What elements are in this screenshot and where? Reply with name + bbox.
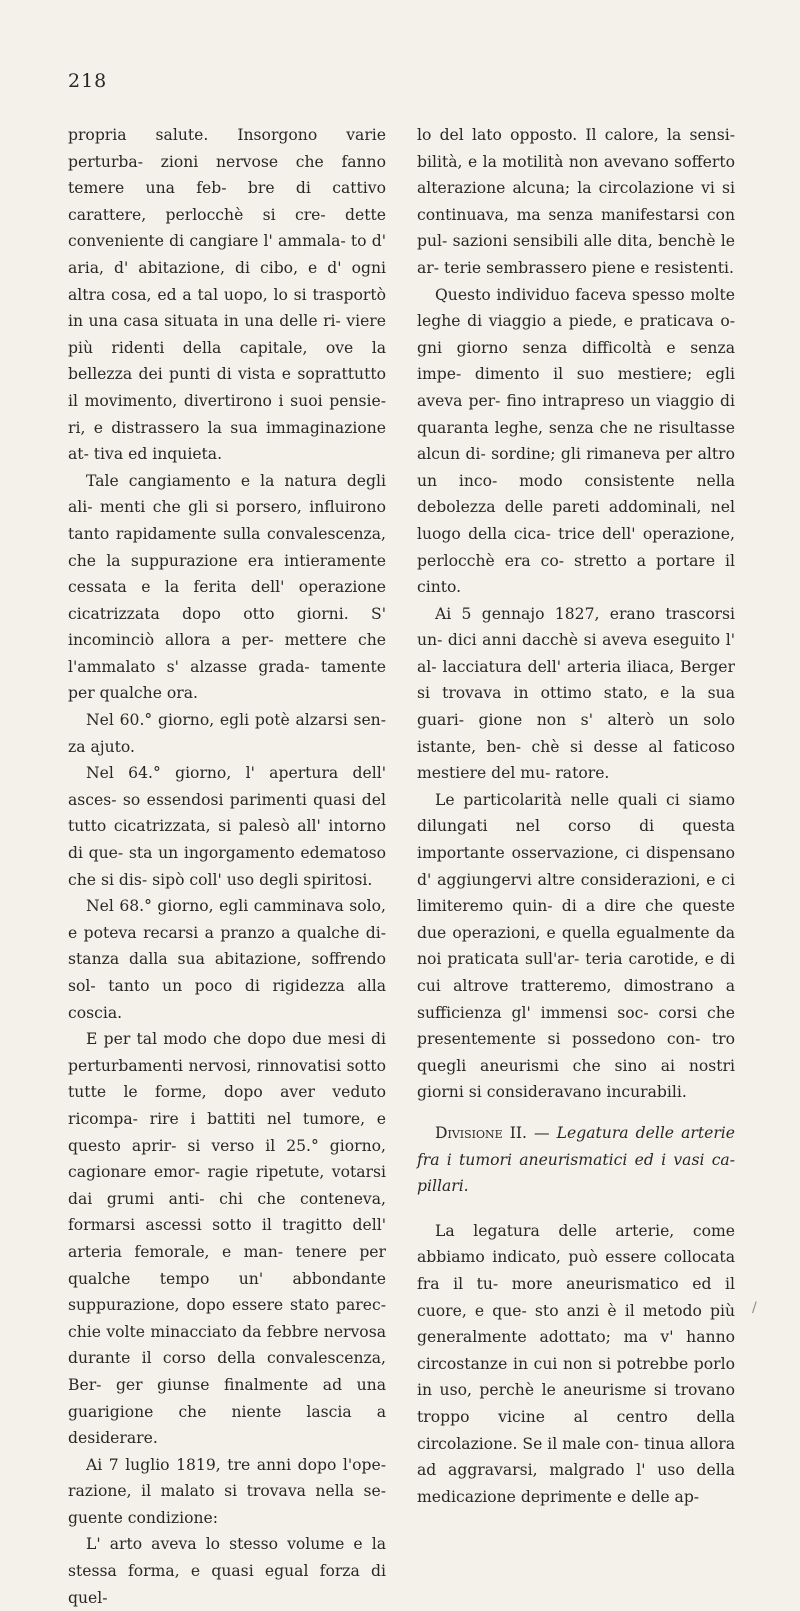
paragraph: propria salute. Insorgono varie perturba- zioni nervose che fanno temere una feb- bre di cattivo carattere, perlocchè si cre- dette conveniente di cangiare l' ammala- to d' aria, d' abitazione, di cibo, e d' ogni altra cosa, ed a tal uopo, lo si trasportò in una casa situata in una delle ri- viere più ridenti della capitale, ove la bellezza dei punti di vista e soprattutto il movimento, divertirono i suoi pensie- ri, e distrassero la sua immaginazione at- tiva ed inquieta.: [68, 126, 386, 464]
pencil-mark-icon: /: [752, 1300, 757, 1316]
section-heading-label: Divisione II. —: [435, 1123, 550, 1142]
paragraph: Le particolarità nelle quali ci siamo dilungati nel corso di questa importante osservazione, ci dispensano d' aggiungervi altre considerazioni, e ci limiteremo quin- di a dire che queste due operazioni, e quella egualmente da noi praticata sull'ar- teria carotide, e di cui altrove tratteremo, dimostrano a sufficienza gl' immensi soc- corsi che presentemente si possedono con- tro quegli aneurismi che sino ai nostri giorni si consideravano incurabili.: [417, 790, 735, 1102]
paragraph: L' arto aveva lo stesso volume e la stessa forma, e quasi egual forza di quel-: [68, 1535, 386, 1607]
section-heading: [417, 1120, 735, 1200]
paragraph: La legatura delle arterie, come abbiamo indicato, può essere collocata fra il tu- more aneurismatico ed il cuore, e que- sto anzi è il metodo più generalmente adottato; ma v' hanno circostanze in cui non si potrebbe porlo in uso, perchè le aneurisme si trovano troppo vicine al centro della circolazione. Se il male con- tinua allora ad aggravarsi, malgrado l' uso della medicazione deprimente e delle ap-: [417, 1221, 735, 1506]
paragraph: lo del lato opposto. Il calore, la sensi- bilità, e la motilità non avevano sofferto alterazione alcuna; la circolazione vi si continuava, ma senza manifestarsi con pul- sazioni sensibili alle dita, benchè le ar- terie sembrassero piene e resistenti.: [417, 126, 735, 277]
paragraph: Ai 5 gennajo 1827, erano trascorsi un- dici anni dacchè si aveva eseguito l' al- lacciatura dell' arteria iliaca, Berger si trovava in ottimo stato, e la sua guari- gione non s' alterò un solo istante, ben- chè si desse al faticoso mestiere del mu- ratore.: [417, 604, 735, 783]
left-column: [68, 122, 386, 1611]
page-number: 218: [68, 70, 108, 92]
paragraph: Ai 7 luglio 1819, tre anni dopo l'ope- razione, il malato si trovava nella se- guente condizione:: [68, 1455, 386, 1527]
paragraph: E per tal modo che dopo due mesi di perturbamenti nervosi, rinnovatisi sotto tutte le forme, dopo aver veduto ricompa- rire i battiti nel tumore, e questo aprir- si verso il 25.° giorno, cagionare emor- ragie ripetute, votarsi dai grumi anti- chi che conteneva, formarsi ascessi sotto il tragitto dell' arteria femorale, e man- tenere per qualche tempo un' abbondante suppurazione, dopo essere stato parec- chie volte minacciato da febbre nervosa durante il corso della convalescenza, Ber- ger giunse finalmente ad una guarigione che niente lascia a desiderare.: [68, 1030, 386, 1448]
right-column: [417, 122, 735, 1510]
paragraph: Questo individuo faceva spesso molte leghe di viaggio a piede, e praticava o- gni giorno senza difficoltà e senza impe- dimento il suo mestiere; egli aveva per- fino intrapreso un viaggio di quaranta leghe, senza che ne risultasse alcun di- sordine; gli rimaneva per altro un inco- modo consistente nella debolezza delle pareti addominali, nel luogo della cica- trice dell' operazione, perlocchè era co- stretto a portare il cinto.: [417, 285, 735, 597]
section-heading-title: Legatura delle arterie fra i tumori aneurismatici ed i vasi ca- pillari.: [417, 1123, 735, 1196]
paragraph: Tale cangiamento e la natura degli ali- menti che gli si porsero, influirono tanto rapidamente sulla convalescenza, che la suppurazione era intieramente cessata e la ferita dell' operazione cicatrizzata dopo otto giorni. S' incominciò allora a per- mettere che l'ammalato s' alzasse grada- tamente per qualche ora.: [68, 471, 386, 703]
paragraph: Nel 60.° giorno, egli potè alzarsi sen- za ajuto.: [68, 711, 386, 756]
paragraph: Nel 68.° giorno, egli camminava solo, e poteva recarsi a pranzo a qualche di- stanza dalla sua abitazione, soffrendo sol- tanto un poco di rigidezza alla coscia.: [68, 897, 386, 1022]
paragraph: Nel 64.° giorno, l' apertura dell' asces- so essendosi parimenti quasi del tutto cicatrizzata, si palesò all' intorno di que- sta un ingorgamento edematoso che si dis- sipò coll' uso degli spiritosi.: [68, 764, 386, 889]
